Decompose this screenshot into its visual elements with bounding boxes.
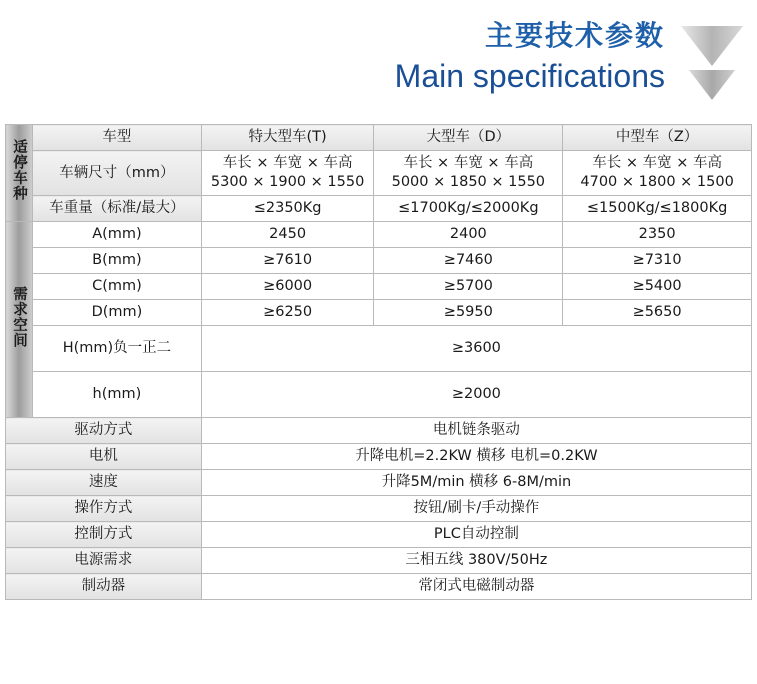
cell-dim-a-t: 2450 [201,222,374,248]
page-title-cn: 主要技术参数 [484,19,665,52]
cell-dim-d-z: ≥5650 [563,300,752,326]
row-label-power-requirement: 电源需求 [6,548,202,574]
specifications-table [5,124,752,600]
row-label-brake: 制动器 [6,574,202,600]
page-title-en: Main specifications [394,58,665,94]
side-label-vehicle-group [6,125,33,222]
cell-vehicle-size-z [563,151,752,196]
col-header-t: 特大型车(T) [201,125,374,151]
row-label-vehicle-size: 车辆尺寸（mm） [33,151,202,196]
table-row [6,151,752,196]
cell-vehicle-size-z-line2: 4700 × 1800 × 1500 [580,174,734,190]
cell-drive-mode-value: 电机链条驱动 [201,418,751,444]
cell-vehicle-size-t-line2: 5300 × 1900 × 1550 [210,174,365,190]
table-row [6,496,752,522]
row-label-dim-b: B(mm) [33,248,202,274]
cell-dim-c-d: ≥5700 [374,274,563,300]
side-label-vehicle-group-text: 适停车种 [11,139,28,201]
cell-speed-value: 升降5M/min 横移 6-8M/min [201,470,751,496]
row-label-drive-mode: 驱动方式 [6,418,202,444]
table-row [6,548,752,574]
cell-vehicle-size-d-line1: 车长 × 车宽 × 车高 [403,155,534,171]
chevron-down-icon [681,26,743,102]
cell-motor-value: 升降电机=2.2KW 横移 电机=0.2KW [201,444,751,470]
table-row [6,444,752,470]
cell-vehicle-size-d [374,151,563,196]
cell-operation-mode-value: 按钮/刷卡/手动操作 [201,496,751,522]
cell-dim-h-lower-merged: ≥2000 [201,372,751,418]
cell-vehicle-weight-t: ≤2350Kg [201,196,374,222]
table-row [6,470,752,496]
cell-dim-c-z: ≥5400 [563,274,752,300]
row-label-operation-mode: 操作方式 [6,496,202,522]
page-header [0,0,757,124]
side-label-space-group [6,222,33,418]
table-row [6,196,752,222]
row-label-dim-h-lower: h(mm) [33,372,202,418]
cell-vehicle-weight-d: ≤1700Kg/≤2000Kg [374,196,563,222]
row-label-control-mode: 控制方式 [6,522,202,548]
col-header-z: 中型车（Z） [563,125,752,151]
cell-dim-b-z: ≥7310 [563,248,752,274]
table-row [6,326,752,372]
table-row [6,300,752,326]
cell-dim-a-z: 2350 [563,222,752,248]
cell-vehicle-size-t [201,151,374,196]
table-row [6,274,752,300]
cell-vehicle-weight-z: ≤1500Kg/≤1800Kg [563,196,752,222]
row-label-dim-c: C(mm) [33,274,202,300]
side-label-space-group-text: 需求空间 [11,285,28,348]
row-label-speed: 速度 [6,470,202,496]
row-label-vehicle-weight: 车重量（标准/最大） [33,196,202,222]
table-row [6,125,752,151]
table-row [6,222,752,248]
cell-brake-value: 常闭式电磁制动器 [201,574,751,600]
table-row [6,418,752,444]
table-row [6,372,752,418]
row-label-dim-h-upper: H(mm)负一正二 [33,326,202,372]
cell-dim-b-t: ≥7610 [201,248,374,274]
col-header-d: 大型车（D） [374,125,563,151]
header-text-block [395,18,665,96]
cell-vehicle-size-d-line2: 5000 × 1850 × 1550 [391,174,546,190]
cell-dim-a-d: 2400 [374,222,563,248]
row-label-motor: 电机 [6,444,202,470]
cell-power-requirement-value: 三相五线 380V/50Hz [201,548,751,574]
cell-dim-b-d: ≥7460 [374,248,563,274]
table-row [6,248,752,274]
cell-dim-d-d: ≥5950 [374,300,563,326]
row-label-dim-a: A(mm) [33,222,202,248]
cell-vehicle-size-z-line1: 车长 × 车宽 × 车高 [592,155,722,171]
cell-vehicle-size-t-line1: 车长 × 车宽 × 车高 [222,155,353,171]
cell-control-mode-value: PLC自动控制 [201,522,751,548]
table-row [6,574,752,600]
table-row [6,522,752,548]
cell-dim-d-t: ≥6250 [201,300,374,326]
row-label-dim-d: D(mm) [33,300,202,326]
cell-dim-c-t: ≥6000 [201,274,374,300]
cell-dim-h-upper-merged: ≥3600 [201,326,751,372]
col-header-label: 车型 [33,125,202,151]
